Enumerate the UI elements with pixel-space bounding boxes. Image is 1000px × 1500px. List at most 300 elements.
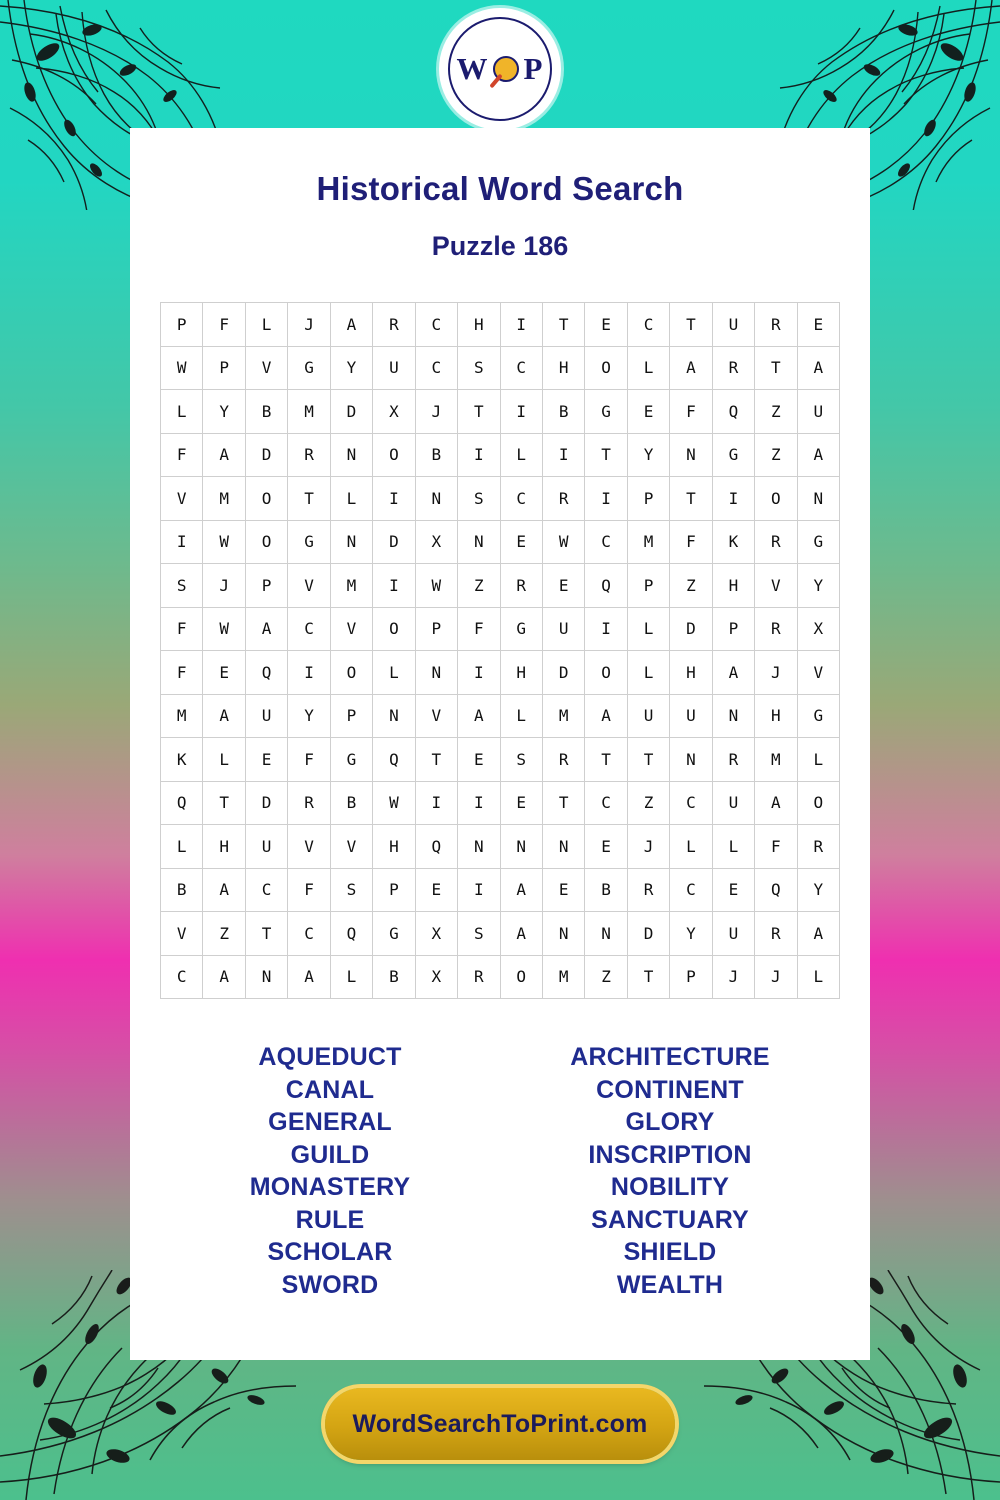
grid-cell[interactable]: H: [712, 564, 754, 608]
grid-cell[interactable]: I: [415, 781, 457, 825]
grid-cell[interactable]: F: [161, 433, 203, 477]
grid-cell[interactable]: D: [627, 912, 669, 956]
grid-cell[interactable]: R: [288, 433, 330, 477]
grid-cell[interactable]: G: [288, 346, 330, 390]
grid-cell[interactable]: B: [585, 868, 627, 912]
grid-cell[interactable]: L: [330, 477, 372, 521]
grid-cell[interactable]: F: [161, 651, 203, 695]
grid-cell[interactable]: E: [458, 738, 500, 782]
grid-cell[interactable]: N: [500, 825, 542, 869]
grid-cell[interactable]: G: [288, 520, 330, 564]
grid-row: [161, 738, 840, 782]
grid-cell[interactable]: O: [797, 781, 839, 825]
logo-letters: [439, 8, 561, 130]
word-list-item: SANCTUARY: [591, 1205, 749, 1234]
grid-cell[interactable]: N: [330, 433, 372, 477]
grid-cell[interactable]: E: [627, 390, 669, 434]
grid-cell[interactable]: C: [288, 912, 330, 956]
grid-cell[interactable]: E: [797, 303, 839, 347]
grid-cell[interactable]: Q: [373, 738, 415, 782]
grid-cell[interactable]: A: [797, 912, 839, 956]
grid-cell[interactable]: J: [755, 651, 797, 695]
grid-cell[interactable]: L: [161, 825, 203, 869]
grid-cell[interactable]: O: [755, 477, 797, 521]
word-list-item: CONTINENT: [596, 1075, 744, 1104]
grid-row: [161, 346, 840, 390]
grid-cell[interactable]: E: [712, 868, 754, 912]
grid-row: [161, 303, 840, 347]
grid-cell[interactable]: K: [161, 738, 203, 782]
grid-cell[interactable]: J: [288, 303, 330, 347]
grid-cell[interactable]: L: [627, 651, 669, 695]
grid-cell[interactable]: P: [670, 955, 712, 999]
grid-cell[interactable]: F: [670, 390, 712, 434]
grid-row: [161, 607, 840, 651]
grid-cell[interactable]: L: [245, 303, 287, 347]
grid-cell[interactable]: U: [797, 390, 839, 434]
grid-cell[interactable]: E: [585, 825, 627, 869]
word-list-item: ARCHITECTURE: [570, 1043, 770, 1071]
word-list-item: SHIELD: [623, 1238, 717, 1266]
grid-cell[interactable]: E: [415, 868, 457, 912]
word-list-item: WEALTH: [616, 1270, 724, 1299]
grid-cell[interactable]: V: [161, 912, 203, 956]
grid-cell[interactable]: T: [627, 738, 669, 782]
grid-cell[interactable]: I: [458, 868, 500, 912]
grid-cell[interactable]: U: [245, 694, 287, 738]
grid-cell[interactable]: V: [797, 651, 839, 695]
grid-cell[interactable]: P: [627, 477, 669, 521]
grid-row: [161, 781, 840, 825]
grid-cell[interactable]: A: [712, 651, 754, 695]
grid-cell[interactable]: Z: [755, 433, 797, 477]
grid-row: [161, 694, 840, 738]
website-url-label: WordSearchToPrint.com: [352, 1409, 648, 1438]
grid-cell[interactable]: Y: [797, 868, 839, 912]
grid-cell[interactable]: O: [245, 520, 287, 564]
grid-cell[interactable]: N: [670, 433, 712, 477]
grid-cell[interactable]: Q: [161, 781, 203, 825]
grid-cell[interactable]: Q: [330, 912, 372, 956]
grid-cell[interactable]: O: [330, 651, 372, 695]
grid-cell[interactable]: P: [712, 607, 754, 651]
grid-cell[interactable]: A: [330, 303, 372, 347]
grid-cell[interactable]: R: [627, 868, 669, 912]
grid-row: [161, 433, 840, 477]
grid-cell[interactable]: A: [245, 607, 287, 651]
grid-row: [161, 564, 840, 608]
grid-cell[interactable]: I: [712, 477, 754, 521]
grid-cell[interactable]: Q: [245, 651, 287, 695]
grid-cell[interactable]: B: [415, 433, 457, 477]
grid-cell[interactable]: Q: [712, 390, 754, 434]
grid-cell[interactable]: G: [500, 607, 542, 651]
word-search-grid-container: [160, 302, 840, 999]
grid-cell[interactable]: V: [755, 564, 797, 608]
grid-cell[interactable]: B: [373, 955, 415, 999]
grid-cell[interactable]: L: [373, 651, 415, 695]
word-list: [180, 1041, 820, 1301]
grid-cell[interactable]: L: [500, 433, 542, 477]
word-list-item: SCHOLAR: [267, 1238, 393, 1266]
grid-cell[interactable]: A: [797, 433, 839, 477]
grid-cell[interactable]: T: [755, 346, 797, 390]
grid-cell[interactable]: A: [203, 694, 245, 738]
grid-cell[interactable]: S: [458, 346, 500, 390]
grid-cell[interactable]: A: [585, 694, 627, 738]
grid-cell[interactable]: I: [373, 564, 415, 608]
grid-cell[interactable]: M: [542, 694, 584, 738]
grid-cell[interactable]: T: [542, 303, 584, 347]
grid-cell[interactable]: A: [288, 955, 330, 999]
grid-cell[interactable]: H: [542, 346, 584, 390]
grid-cell[interactable]: J: [755, 955, 797, 999]
grid-row: [161, 912, 840, 956]
grid-cell[interactable]: V: [330, 607, 372, 651]
grid-cell[interactable]: N: [585, 912, 627, 956]
grid-cell[interactable]: N: [245, 955, 287, 999]
grid-cell[interactable]: C: [500, 477, 542, 521]
grid-cell[interactable]: I: [500, 303, 542, 347]
grid-cell[interactable]: S: [458, 912, 500, 956]
grid-cell[interactable]: I: [542, 433, 584, 477]
grid-cell[interactable]: R: [797, 825, 839, 869]
grid-cell[interactable]: N: [373, 694, 415, 738]
grid-cell[interactable]: T: [585, 433, 627, 477]
grid-cell[interactable]: Q: [585, 564, 627, 608]
grid-cell[interactable]: I: [161, 520, 203, 564]
grid-cell[interactable]: T: [415, 738, 457, 782]
grid-cell[interactable]: H: [500, 651, 542, 695]
grid-cell[interactable]: P: [373, 868, 415, 912]
grid-cell[interactable]: C: [585, 781, 627, 825]
site-logo: [439, 8, 561, 130]
grid-cell[interactable]: A: [670, 346, 712, 390]
grid-cell[interactable]: L: [627, 346, 669, 390]
word-list-item: CANAL: [285, 1075, 375, 1104]
grid-cell[interactable]: H: [670, 651, 712, 695]
grid-cell[interactable]: E: [542, 868, 584, 912]
grid-cell[interactable]: P: [627, 564, 669, 608]
grid-cell[interactable]: A: [500, 912, 542, 956]
grid-cell[interactable]: V: [161, 477, 203, 521]
grid-cell[interactable]: M: [161, 694, 203, 738]
grid-cell[interactable]: X: [415, 955, 457, 999]
grid-cell[interactable]: D: [670, 607, 712, 651]
grid-cell[interactable]: O: [373, 607, 415, 651]
grid-cell[interactable]: T: [585, 738, 627, 782]
grid-cell[interactable]: L: [670, 825, 712, 869]
grid-cell[interactable]: N: [458, 825, 500, 869]
grid-cell[interactable]: G: [373, 912, 415, 956]
grid-cell[interactable]: N: [330, 520, 372, 564]
grid-cell[interactable]: J: [203, 564, 245, 608]
grid-cell[interactable]: T: [627, 955, 669, 999]
grid-cell[interactable]: C: [670, 868, 712, 912]
grid-cell[interactable]: I: [500, 390, 542, 434]
grid-cell[interactable]: E: [585, 303, 627, 347]
grid-cell[interactable]: M: [203, 477, 245, 521]
grid-cell[interactable]: O: [585, 651, 627, 695]
grid-cell[interactable]: D: [373, 520, 415, 564]
grid-cell[interactable]: V: [288, 825, 330, 869]
grid-row: [161, 955, 840, 999]
grid-cell[interactable]: R: [755, 607, 797, 651]
grid-cell[interactable]: R: [712, 738, 754, 782]
grid-cell[interactable]: I: [585, 477, 627, 521]
grid-cell[interactable]: L: [330, 955, 372, 999]
grid-cell[interactable]: I: [373, 477, 415, 521]
grid-cell[interactable]: G: [712, 433, 754, 477]
grid-row: [161, 825, 840, 869]
grid-cell[interactable]: U: [542, 607, 584, 651]
grid-cell[interactable]: L: [203, 738, 245, 782]
grid-cell[interactable]: G: [797, 520, 839, 564]
grid-cell[interactable]: P: [245, 564, 287, 608]
grid-cell[interactable]: R: [755, 303, 797, 347]
grid-cell[interactable]: O: [500, 955, 542, 999]
grid-cell[interactable]: A: [797, 346, 839, 390]
grid-cell[interactable]: Y: [797, 564, 839, 608]
grid-cell[interactable]: T: [245, 912, 287, 956]
logo-letter-w: W: [456, 51, 489, 86]
grid-cell[interactable]: P: [203, 346, 245, 390]
grid-cell[interactable]: B: [245, 390, 287, 434]
grid-cell[interactable]: D: [542, 651, 584, 695]
grid-cell[interactable]: B: [161, 868, 203, 912]
grid-cell[interactable]: U: [627, 694, 669, 738]
grid-row: [161, 520, 840, 564]
grid-cell[interactable]: S: [330, 868, 372, 912]
grid-cell[interactable]: F: [458, 607, 500, 651]
grid-cell[interactable]: S: [161, 564, 203, 608]
grid-cell[interactable]: Y: [670, 912, 712, 956]
grid-row: [161, 477, 840, 521]
grid-cell[interactable]: V: [415, 694, 457, 738]
grid-cell[interactable]: G: [330, 738, 372, 782]
word-list-left-column: [180, 1041, 480, 1301]
grid-cell[interactable]: Z: [585, 955, 627, 999]
word-search-grid[interactable]: [160, 302, 840, 999]
grid-cell[interactable]: U: [712, 781, 754, 825]
grid-cell[interactable]: N: [415, 651, 457, 695]
puzzle-number: Puzzle 186: [431, 231, 569, 261]
grid-cell[interactable]: P: [330, 694, 372, 738]
grid-cell[interactable]: G: [797, 694, 839, 738]
grid-cell[interactable]: H: [373, 825, 415, 869]
grid-row: [161, 390, 840, 434]
grid-cell[interactable]: N: [797, 477, 839, 521]
grid-row: [161, 651, 840, 695]
grid-cell[interactable]: E: [500, 781, 542, 825]
word-list-item: GUILD: [290, 1140, 370, 1169]
grid-cell[interactable]: V: [288, 564, 330, 608]
grid-cell[interactable]: W: [373, 781, 415, 825]
grid-cell[interactable]: L: [797, 738, 839, 782]
grid-cell[interactable]: N: [712, 694, 754, 738]
grid-cell[interactable]: E: [245, 738, 287, 782]
website-badge[interactable]: [325, 1388, 675, 1460]
grid-cell[interactable]: D: [245, 433, 287, 477]
grid-cell[interactable]: N: [542, 912, 584, 956]
grid-cell[interactable]: J: [415, 390, 457, 434]
grid-cell[interactable]: C: [161, 955, 203, 999]
grid-cell[interactable]: T: [458, 390, 500, 434]
grid-cell[interactable]: I: [458, 651, 500, 695]
grid-cell[interactable]: A: [203, 868, 245, 912]
grid-cell[interactable]: T: [542, 781, 584, 825]
grid-cell[interactable]: F: [288, 868, 330, 912]
grid-cell[interactable]: W: [542, 520, 584, 564]
grid-cell[interactable]: M: [288, 390, 330, 434]
grid-cell[interactable]: Y: [288, 694, 330, 738]
grid-cell[interactable]: C: [288, 607, 330, 651]
grid-cell[interactable]: C: [670, 781, 712, 825]
grid-cell[interactable]: Z: [458, 564, 500, 608]
grid-cell[interactable]: Z: [755, 390, 797, 434]
grid-cell[interactable]: C: [500, 346, 542, 390]
grid-cell[interactable]: C: [627, 303, 669, 347]
grid-cell[interactable]: N: [458, 520, 500, 564]
grid-cell[interactable]: L: [500, 694, 542, 738]
grid-cell[interactable]: F: [755, 825, 797, 869]
grid-cell[interactable]: R: [500, 564, 542, 608]
logo-letter-p: P: [523, 51, 544, 86]
grid-cell[interactable]: A: [203, 955, 245, 999]
grid-cell[interactable]: T: [670, 477, 712, 521]
word-list-item: AQUEDUCT: [258, 1043, 402, 1071]
grid-cell[interactable]: Z: [670, 564, 712, 608]
grid-cell[interactable]: V: [245, 346, 287, 390]
grid-cell[interactable]: F: [288, 738, 330, 782]
grid-cell[interactable]: W: [203, 520, 245, 564]
grid-cell[interactable]: I: [585, 607, 627, 651]
grid-cell[interactable]: C: [415, 346, 457, 390]
grid-cell[interactable]: N: [415, 477, 457, 521]
grid-cell[interactable]: D: [245, 781, 287, 825]
grid-cell[interactable]: Z: [203, 912, 245, 956]
grid-cell[interactable]: R: [373, 303, 415, 347]
grid-cell[interactable]: Z: [627, 781, 669, 825]
grid-cell[interactable]: U: [373, 346, 415, 390]
grid-cell[interactable]: D: [330, 390, 372, 434]
grid-cell[interactable]: F: [203, 303, 245, 347]
grid-cell[interactable]: U: [670, 694, 712, 738]
grid-cell[interactable]: M: [330, 564, 372, 608]
grid-cell[interactable]: U: [712, 912, 754, 956]
grid-cell[interactable]: X: [373, 390, 415, 434]
word-list-right-column: [520, 1041, 820, 1301]
grid-cell[interactable]: O: [585, 346, 627, 390]
grid-cell[interactable]: R: [458, 955, 500, 999]
grid-cell[interactable]: G: [585, 390, 627, 434]
grid-cell[interactable]: J: [712, 955, 754, 999]
grid-cell[interactable]: X: [797, 607, 839, 651]
grid-cell[interactable]: L: [161, 390, 203, 434]
word-list-item: MONASTERY: [249, 1173, 411, 1201]
grid-cell[interactable]: N: [542, 825, 584, 869]
grid-cell[interactable]: W: [203, 607, 245, 651]
word-list-item: INSCRIPTION: [588, 1140, 752, 1169]
word-list-item: GENERAL: [268, 1108, 392, 1136]
grid-cell[interactable]: C: [585, 520, 627, 564]
grid-cell[interactable]: R: [755, 520, 797, 564]
grid-cell[interactable]: Q: [415, 825, 457, 869]
grid-cell[interactable]: E: [203, 651, 245, 695]
grid-cell[interactable]: A: [458, 694, 500, 738]
grid-cell[interactable]: M: [542, 955, 584, 999]
grid-cell[interactable]: T: [288, 477, 330, 521]
grid-cell[interactable]: I: [458, 781, 500, 825]
grid-cell[interactable]: H: [755, 694, 797, 738]
grid-cell[interactable]: T: [203, 781, 245, 825]
grid-cell[interactable]: B: [542, 390, 584, 434]
grid-cell[interactable]: E: [542, 564, 584, 608]
grid-cell[interactable]: X: [415, 520, 457, 564]
grid-cell[interactable]: P: [161, 303, 203, 347]
grid-cell[interactable]: A: [755, 781, 797, 825]
grid-cell[interactable]: R: [542, 477, 584, 521]
grid-cell[interactable]: T: [670, 303, 712, 347]
word-list-item: RULE: [295, 1205, 365, 1234]
grid-cell[interactable]: R: [755, 912, 797, 956]
grid-cell[interactable]: P: [415, 607, 457, 651]
grid-cell[interactable]: S: [458, 477, 500, 521]
grid-cell[interactable]: W: [161, 346, 203, 390]
puzzle-sheet: [130, 128, 870, 1360]
grid-cell[interactable]: U: [245, 825, 287, 869]
grid-cell[interactable]: R: [288, 781, 330, 825]
grid-cell[interactable]: A: [500, 868, 542, 912]
word-list-item: SWORD: [281, 1270, 379, 1299]
grid-cell[interactable]: H: [458, 303, 500, 347]
grid-cell[interactable]: S: [500, 738, 542, 782]
page-title: Historical Word Search: [316, 170, 684, 207]
grid-cell[interactable]: B: [330, 781, 372, 825]
grid-cell[interactable]: V: [330, 825, 372, 869]
grid-cell[interactable]: C: [245, 868, 287, 912]
grid-cell[interactable]: M: [755, 738, 797, 782]
grid-cell[interactable]: X: [415, 912, 457, 956]
grid-cell[interactable]: O: [373, 433, 415, 477]
grid-cell[interactable]: N: [670, 738, 712, 782]
grid-cell[interactable]: I: [288, 651, 330, 695]
grid-cell[interactable]: R: [712, 346, 754, 390]
grid-cell[interactable]: E: [500, 520, 542, 564]
grid-cell[interactable]: Q: [755, 868, 797, 912]
grid-cell[interactable]: L: [712, 825, 754, 869]
grid-cell[interactable]: L: [797, 955, 839, 999]
grid-cell[interactable]: J: [627, 825, 669, 869]
grid-cell[interactable]: Y: [203, 390, 245, 434]
grid-cell[interactable]: M: [627, 520, 669, 564]
grid-cell[interactable]: Y: [330, 346, 372, 390]
grid-cell[interactable]: O: [245, 477, 287, 521]
grid-cell[interactable]: K: [712, 520, 754, 564]
grid-cell[interactable]: F: [161, 607, 203, 651]
grid-cell[interactable]: Y: [627, 433, 669, 477]
grid-cell[interactable]: F: [670, 520, 712, 564]
grid-cell[interactable]: H: [203, 825, 245, 869]
grid-cell[interactable]: C: [415, 303, 457, 347]
grid-row: [161, 868, 840, 912]
grid-cell[interactable]: A: [203, 433, 245, 477]
grid-cell[interactable]: U: [712, 303, 754, 347]
grid-cell[interactable]: W: [415, 564, 457, 608]
grid-cell[interactable]: L: [627, 607, 669, 651]
grid-cell[interactable]: I: [458, 433, 500, 477]
grid-cell[interactable]: R: [542, 738, 584, 782]
